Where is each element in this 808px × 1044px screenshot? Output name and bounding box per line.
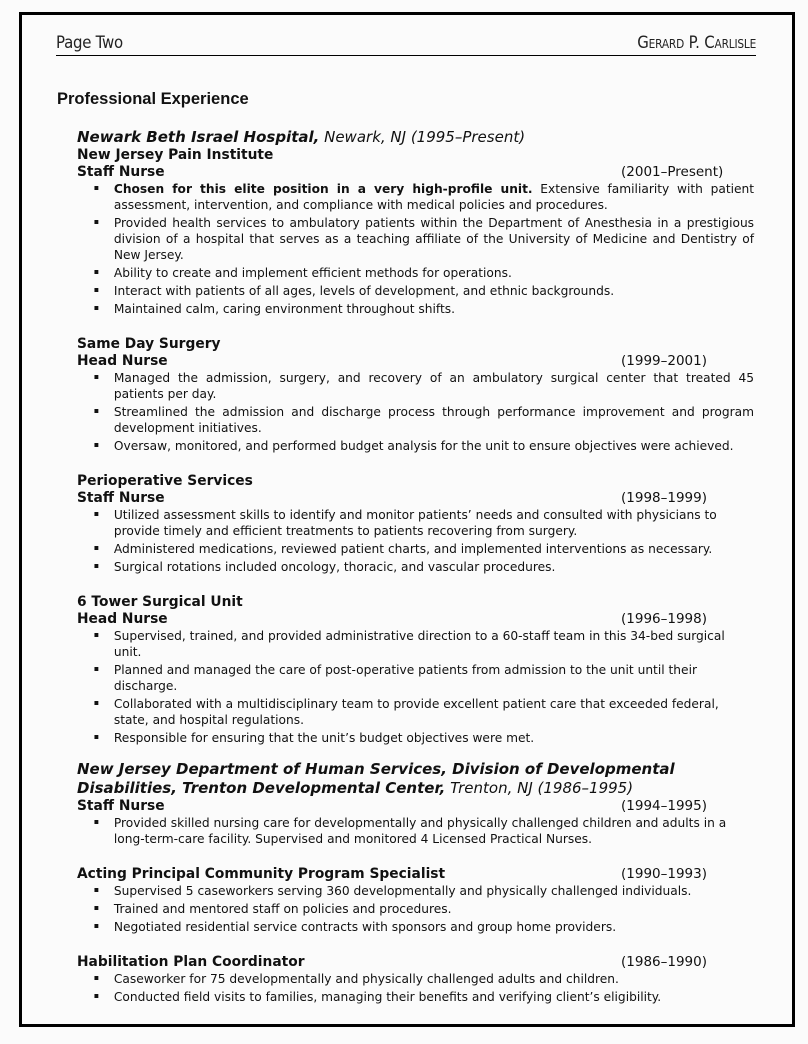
bullet-list xyxy=(77,507,755,575)
employer-name: New Jersey Department of Human Services, Division of Developmental Disabilities, Trenton Developmental Center, xyxy=(77,760,675,797)
bullet-text: Ability to create and implement efficient methods for operations. xyxy=(113,265,512,280)
bullet-item xyxy=(77,541,754,557)
bullet-item xyxy=(77,283,754,299)
role-title: Staff Nurse xyxy=(77,164,165,180)
role-dates: (1996–1998) xyxy=(621,611,707,627)
bullet-item xyxy=(77,215,754,263)
bullet-item xyxy=(77,883,754,899)
bullet-text: Negotiated residential service contracts with sponsors and group home providers. xyxy=(113,919,617,934)
bullet-list xyxy=(77,815,755,847)
bullet-text: Administered medications, reviewed patient charts, and implemented interventions as necessary. xyxy=(113,541,713,556)
bullet-list xyxy=(77,971,755,1005)
square-bullet-icon xyxy=(94,186,98,190)
role-row xyxy=(77,866,755,883)
bullet-text: Planned and managed the care of post-operative patients from admission to the unit until their discharge. xyxy=(113,662,697,693)
role-row xyxy=(77,954,755,971)
role-row xyxy=(77,611,755,628)
bullet-item xyxy=(77,815,754,847)
role-dates: (1994–1995) xyxy=(621,798,707,814)
role-row xyxy=(77,164,755,181)
square-bullet-icon xyxy=(94,546,98,550)
bullet-list xyxy=(77,370,755,454)
bullet-text: Responsible for ensuring that the unit’s budget objectives were met. xyxy=(113,730,535,745)
bullet-item xyxy=(77,559,754,575)
square-bullet-icon xyxy=(94,906,98,910)
role-title: Staff Nurse xyxy=(77,490,165,506)
bullet-item xyxy=(77,971,754,987)
unit-name: New Jersey Pain Institute xyxy=(77,147,274,163)
role-dates: (1990–1993) xyxy=(621,866,707,882)
employer-heading xyxy=(77,128,755,147)
employer-heading xyxy=(77,760,755,798)
bullet-item xyxy=(77,370,754,402)
square-bullet-icon xyxy=(94,306,98,310)
bullet-item xyxy=(77,438,754,454)
bullet-text: Collaborated with a multidisciplinary team to provide excellent patient care that exceeded federal, state, and hospital regulations. xyxy=(113,696,719,727)
bullet-text: Utilized assessment skills to identify and monitor patients’ needs and consulted with physicians to provide timely and efficient treatments to patients recovering from surgery. xyxy=(113,507,717,538)
bullet-item xyxy=(77,628,754,660)
bullet-text: Extensive familiarity with patient assessment, intervention, and compliance with medical policies and procedures. xyxy=(113,181,755,212)
square-bullet-icon xyxy=(94,888,98,892)
square-bullet-icon xyxy=(94,924,98,928)
bullet-list xyxy=(77,628,755,746)
candidate-name: Gerard P. Carlisle xyxy=(637,33,756,53)
role-title: Head Nurse xyxy=(77,353,168,369)
role-title: Acting Principal Community Program Specialist xyxy=(77,866,446,882)
bullet-text: Caseworker for 75 developmentally and physically challenged adults and children. xyxy=(113,971,619,986)
spacer xyxy=(77,849,755,866)
square-bullet-icon xyxy=(94,409,98,413)
bullet-list xyxy=(77,181,755,317)
role-title: Head Nurse xyxy=(77,611,168,627)
role-dates: (1999–2001) xyxy=(621,353,707,369)
square-bullet-icon xyxy=(94,512,98,516)
bullet-text: Supervised, trained, and provided administrative direction to a 60-staff team in this 34-bed surgical unit. xyxy=(113,628,725,659)
role-title: Habilitation Plan Coordinator xyxy=(77,954,305,970)
bullet-text: Streamlined the admission and discharge process through performance improvement and program development initiatives. xyxy=(113,404,755,435)
square-bullet-icon xyxy=(94,375,98,379)
employer-location: Newark, NJ (1995–Present) xyxy=(319,128,526,146)
square-bullet-icon xyxy=(94,443,98,447)
bullet-text: Supervised 5 caseworkers serving 360 developmentally and physically challenged individuals. xyxy=(113,883,692,898)
bullet-item xyxy=(77,662,754,694)
experience-content xyxy=(77,128,755,1007)
square-bullet-icon xyxy=(94,976,98,980)
page-number-label: Page Two xyxy=(56,33,123,53)
bullet-text: Maintained calm, caring environment throughout shifts. xyxy=(113,301,456,316)
square-bullet-icon xyxy=(94,633,98,637)
square-bullet-icon xyxy=(94,220,98,224)
employer-location: Trenton, NJ (1986–1995) xyxy=(445,779,634,797)
bullet-list xyxy=(77,883,755,935)
bullet-item xyxy=(77,901,754,917)
unit-name: Same Day Surgery xyxy=(77,336,221,352)
role-dates: (1986–1990) xyxy=(621,954,707,970)
square-bullet-icon xyxy=(94,564,98,568)
square-bullet-icon xyxy=(94,701,98,705)
bullet-item xyxy=(77,919,754,935)
spacer xyxy=(77,937,755,954)
bullet-emphasis: Chosen for this elite position in a very high-profile unit. xyxy=(113,181,533,196)
unit-name: Perioperative Services xyxy=(77,473,253,489)
bullet-item xyxy=(77,404,754,436)
bullet-text: Trained and mentored staff on policies and procedures. xyxy=(113,901,452,916)
bullet-text: Oversaw, monitored, and performed budget analysis for the unit to ensure objectives were achieved. xyxy=(113,438,734,453)
bullet-item xyxy=(77,507,754,539)
square-bullet-icon xyxy=(94,270,98,274)
role-dates: (1998–1999) xyxy=(621,490,707,506)
bullet-item xyxy=(77,181,754,213)
role-row xyxy=(77,798,755,815)
unit-name: 6 Tower Surgical Unit xyxy=(77,594,243,610)
square-bullet-icon xyxy=(94,288,98,292)
square-bullet-icon xyxy=(94,667,98,671)
bullet-text: Surgical rotations included oncology, thoracic, and vascular procedures. xyxy=(113,559,556,574)
section-title: Professional Experience xyxy=(57,90,249,108)
bullet-item xyxy=(77,265,754,281)
role-row xyxy=(77,490,755,507)
square-bullet-icon xyxy=(94,820,98,824)
bullet-text: Provided skilled nursing care for developmentally and physically challenged children and adults in a long-term-care facility. Supervised and monitored 4 Licensed Practical Nurses. xyxy=(113,815,727,846)
spacer xyxy=(77,456,755,473)
square-bullet-icon xyxy=(94,735,98,739)
bullet-text: Managed the admission, surgery, and recovery of an ambulatory surgical center that treated 45 patients per day. xyxy=(113,370,755,401)
spacer xyxy=(77,748,755,760)
bullet-item xyxy=(77,989,754,1005)
bullet-text: Conducted field visits to families, managing their benefits and verifying client’s eligibility. xyxy=(113,989,662,1004)
page-header xyxy=(56,33,756,56)
spacer xyxy=(77,319,755,336)
bullet-item xyxy=(77,301,754,317)
bullet-text: Interact with patients of all ages, levels of development, and ethnic backgrounds. xyxy=(113,283,615,298)
employer-name: Newark Beth Israel Hospital, xyxy=(77,128,320,146)
bullet-item xyxy=(77,696,754,728)
spacer xyxy=(77,577,755,594)
role-row xyxy=(77,353,755,370)
role-title: Staff Nurse xyxy=(77,798,165,814)
bullet-text: Provided health services to ambulatory patients within the Department of Anesthesia in a prestigious division of a hospital that serves as a teaching affiliate of the University of Medicine and Dentistry of New Jersey. xyxy=(113,215,755,262)
bullet-item xyxy=(77,730,754,746)
square-bullet-icon xyxy=(94,994,98,998)
role-dates: (2001–Present) xyxy=(621,164,724,180)
